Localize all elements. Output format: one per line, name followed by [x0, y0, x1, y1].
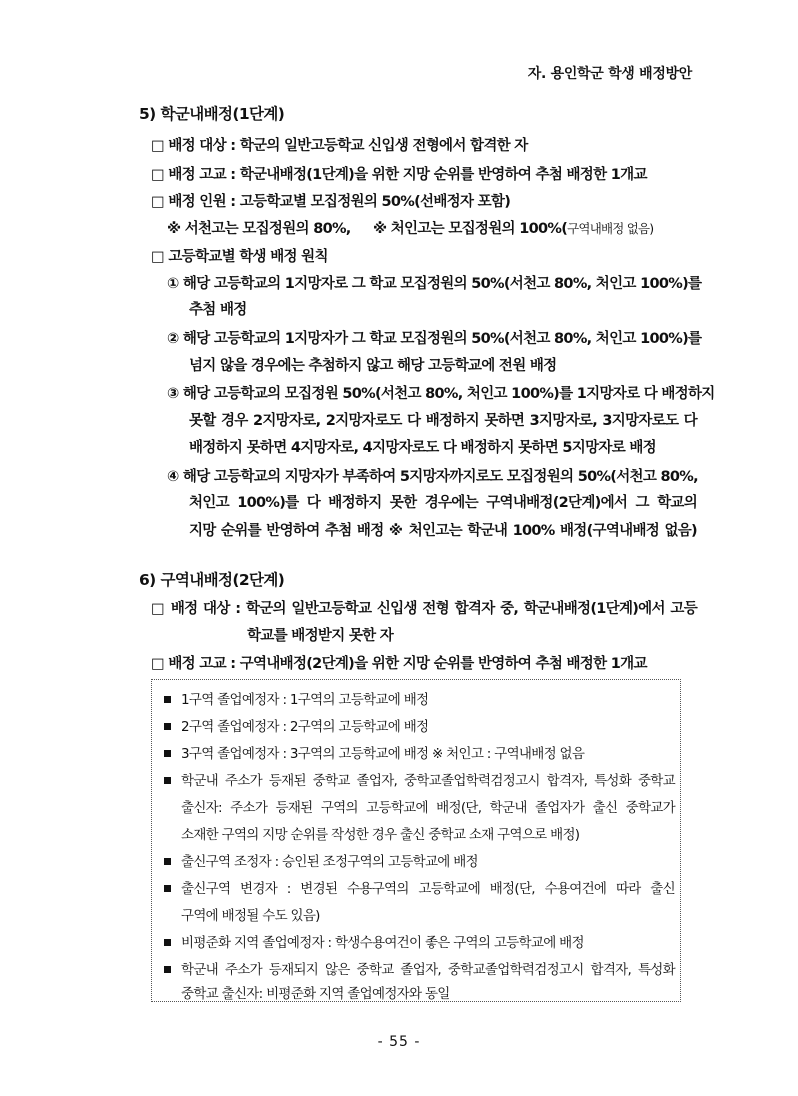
bullet-square-icon	[164, 966, 171, 973]
section5-target: □ 배정 대상 : 학군의 일반고등학교 신입생 전형에서 합격한 자	[151, 138, 528, 154]
section5-note-cheoin-small: 구역내배정 없음)	[567, 221, 654, 236]
box-item-district1: 1구역 졸업예정자 : 1구역의 고등학교에 배정	[181, 692, 429, 708]
bullet-square-icon	[164, 723, 171, 730]
section5-note-seocheon: ※ 서천고는 모집정원의 80%,	[167, 221, 351, 237]
principle-2-line2: 넘지 않을 경우에는 추첨하지 않고 해당 고등학교에 전원 배정	[189, 358, 557, 374]
bullet-square-icon	[164, 750, 171, 757]
principle-4-line3: 지망 순위를 반영하여 추첨 배정 ※ 처인고는 학군내 100% 배정(구역내배정 없음)	[189, 523, 697, 539]
principle-2-line1: ② 해당 고등학교의 1지망자가 그 학교 모집정원의 50%(서천고 80%, 처인고 100%)를	[167, 331, 702, 347]
page-header-title: 자. 용인학군 학생 배정방안	[527, 66, 692, 82]
box-item-adjusted: 출신구역 조정자 : 승인된 조정구역의 고등학교에 배정	[181, 854, 478, 870]
section6-school: □ 배정 고교 : 구역내배정(2단계)을 위한 지망 순위를 반영하여 추첨 배정한 1개교	[151, 656, 647, 672]
box-item-changed-line1: 출신구역 변경자 : 변경된 수용구역의 고등학교에 배정(단, 수용여건에 따라 출신	[181, 881, 675, 897]
section5-heading: 5) 학군내배정(1단계)	[139, 105, 285, 123]
box-item-resident-line1: 학군내 주소가 등재된 중학교 졸업자, 중학교졸업학력검정고시 합격자, 특성화 중학교	[181, 773, 675, 789]
bullet-square-icon	[164, 777, 171, 784]
box-item-nonstandard: 비평준화 지역 졸업예정자 : 학생수용여건이 좋은 구역의 고등학교에 배정	[181, 935, 584, 951]
box-item-nonresident-line2: 중학교 출신자: 비평준화 지역 졸업예정자와 동일	[181, 986, 450, 1002]
section6-heading: 6) 구역내배정(2단계)	[139, 571, 285, 589]
bullet-square-icon	[164, 696, 171, 703]
principle-4-line2: 처인고 100%)를 다 배정하지 못한 경우에는 구역내배정(2단계)에서 그 학교의	[189, 495, 697, 511]
principle-3-line2: 못할 경우 2지망자로, 2지망자로도 다 배정하지 못하면 3지망자로, 3지망자로도 다	[189, 413, 697, 429]
district-rules-box	[151, 679, 681, 1002]
section6-target-line1: □ 배정 대상 : 학군의 일반고등학교 신입생 전형 합격자 중, 학군내배정(1단계)에서 고등	[151, 601, 697, 617]
box-item-resident-line3: 소재한 구역의 지망 순위를 작성한 경우 출신 중학교 소재 구역으로 배정)	[181, 827, 580, 843]
bullet-square-icon	[164, 939, 171, 946]
box-item-nonresident-line1: 학군내 주소가 등재되지 않은 중학교 졸업자, 중학교졸업학력검정고시 합격자, 특성화	[181, 962, 675, 978]
box-item-district2: 2구역 졸업예정자 : 2구역의 고등학교에 배정	[181, 719, 429, 735]
box-item-district3: 3구역 졸업예정자 : 3구역의 고등학교에 배정 ※ 처인고 : 구역내배정 없음	[181, 746, 585, 762]
bullet-square-icon	[164, 858, 171, 865]
section5-quota: □ 배정 인원 : 고등학교별 모집정원의 50%(선배정자 포함)	[151, 194, 511, 210]
section5-principle-title: □ 고등학교별 학생 배정 원칙	[151, 249, 328, 265]
page-number: - 55 -	[377, 1034, 421, 1050]
section6-target-line2: 학교를 배정받지 못한 자	[247, 628, 394, 644]
box-item-resident-line2: 출신자: 주소가 등재된 구역의 고등학교에 배정(단, 학군내 졸업자가 출신 중학교가	[181, 800, 675, 816]
section5-note-cheoin: ※ 처인고는 모집정원의 100%(구역내배정 없음)	[373, 221, 654, 237]
principle-3-line1: ③ 해당 고등학교의 모집정원 50%(서천고 80%, 처인고 100%)를 1지망자로 다 배정하지	[167, 386, 715, 402]
section5-school: □ 배정 고교 : 학군내배정(1단계)을 위한 지망 순위를 반영하여 추첨 배정한 1개교	[151, 167, 647, 183]
principle-1-line2: 추첨 배정	[189, 302, 247, 318]
box-item-changed-line2: 구역에 배정될 수도 있음)	[181, 908, 320, 924]
principle-1-line1: ① 해당 고등학교의 1지망자로 그 학교 모집정원의 50%(서천고 80%, 처인고 100%)를	[167, 276, 702, 292]
principle-3-line3: 배정하지 못하면 4지망자로, 4지망자로도 다 배정하지 못하면 5지망자로 배정	[189, 440, 656, 456]
bullet-square-icon	[164, 885, 171, 892]
principle-4-line1: ④ 해당 고등학교의 지망자가 부족하여 5지망자까지로도 모집정원의 50%(서천고 80%,	[167, 469, 698, 485]
